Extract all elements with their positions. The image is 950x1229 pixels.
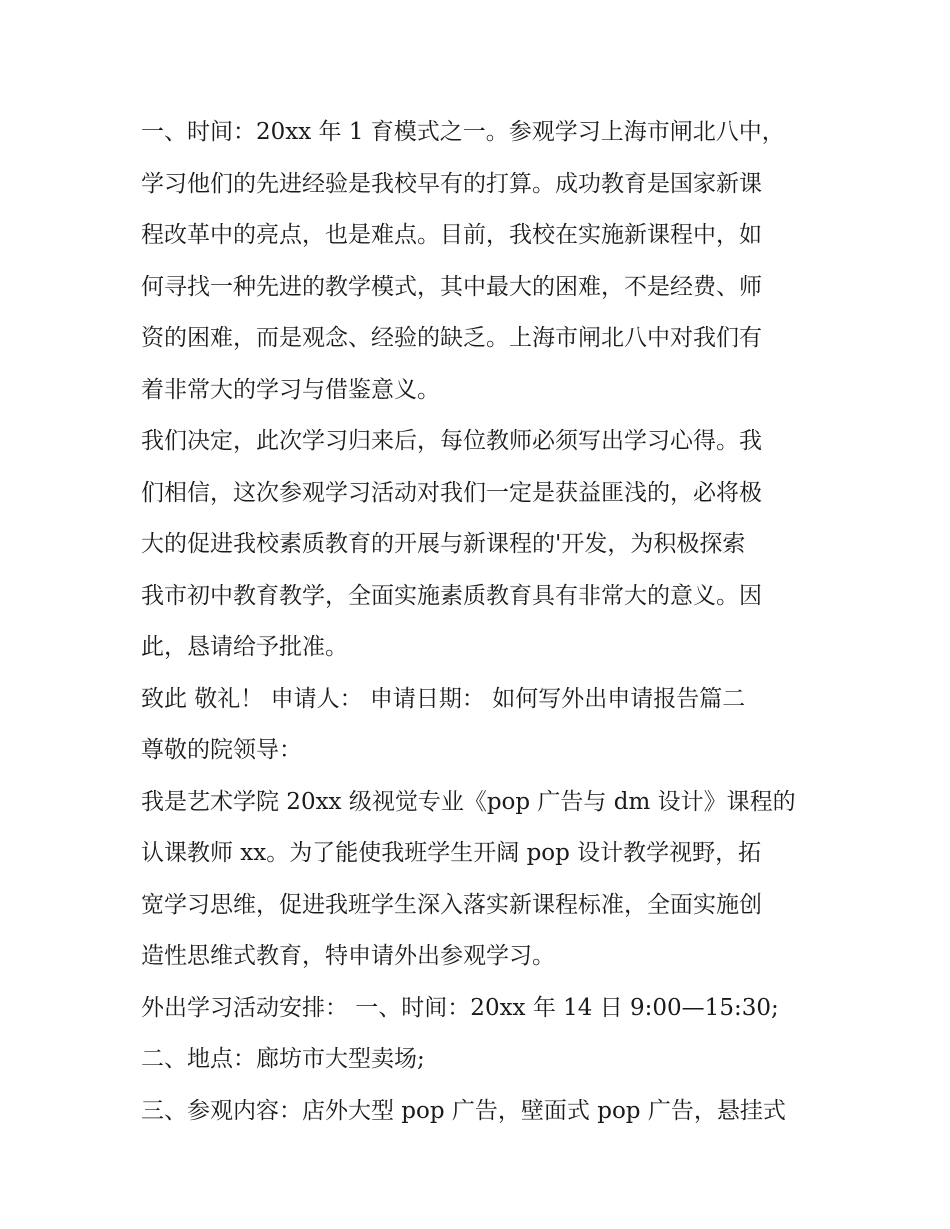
text-line: 三、参观内容：店外大型 pop 广告，壁面式 pop 广告，悬挂式 — [141, 1097, 786, 1124]
text-line: 我是艺术学院 20xx 级视觉专业《pop 广告与 dm 设计》课程的 — [141, 788, 796, 815]
text-line: 此，恳请给予批准。 — [141, 634, 348, 660]
text-line: 一、时间：20xx 年 1 育模式之一。参观学习上海市闸北八中， — [141, 119, 785, 145]
text-line: 何寻找一种先进的教学模式，其中最大的困难，不是经费、师 — [141, 273, 762, 300]
text-line: 们相信，这次参观学习活动对我们一定是获益匪浅的，必将极 — [141, 479, 762, 506]
text-line: 学习他们的先进经验是我校早有的打算。成功教育是国家新课 — [141, 170, 762, 197]
text-line: 外出学习活动安排： 一、时间：20xx 年 14 日 9:00—15:30; — [141, 994, 779, 1021]
text-line: 资的困难，而是观念、经验的缺乏。上海市闸北八中对我们有 — [141, 325, 762, 351]
text-line: 我市初中教育教学，全面实施素质教育具有非常大的意义。因 — [141, 582, 762, 609]
text-line: 我们决定，此次学习归来后，每位教师必须写出学习心得。我 — [141, 428, 762, 454]
document-body — [141, 107, 821, 1137]
text-line: 着非常大的学习与借鉴意义。 — [141, 376, 440, 403]
text-line: 造性思维式教育，特申请外出参观学习。 — [141, 943, 555, 969]
text-line: 程改革中的亮点，也是难点。目前，我校在实施新课程中，如 — [141, 222, 762, 248]
text-line: 致此 敬礼！ 申请人： 申请日期： 如何写外出申请报告篇二 — [141, 685, 746, 712]
text-line: 二、地点：廊坊市大型卖场; — [141, 1046, 425, 1072]
text-line: 尊敬的院领导： — [141, 737, 302, 763]
text-line: 宽学习思维，促进我班学生深入落实新课程标准，全面实施创 — [141, 891, 762, 918]
text-line: 认课教师 xx。为了能使我班学生开阔 pop 设计教学视野，拓 — [141, 840, 762, 866]
text-line: 大的促进我校素质教育的开展与新课程的'开发，为积极探索 — [141, 531, 746, 557]
